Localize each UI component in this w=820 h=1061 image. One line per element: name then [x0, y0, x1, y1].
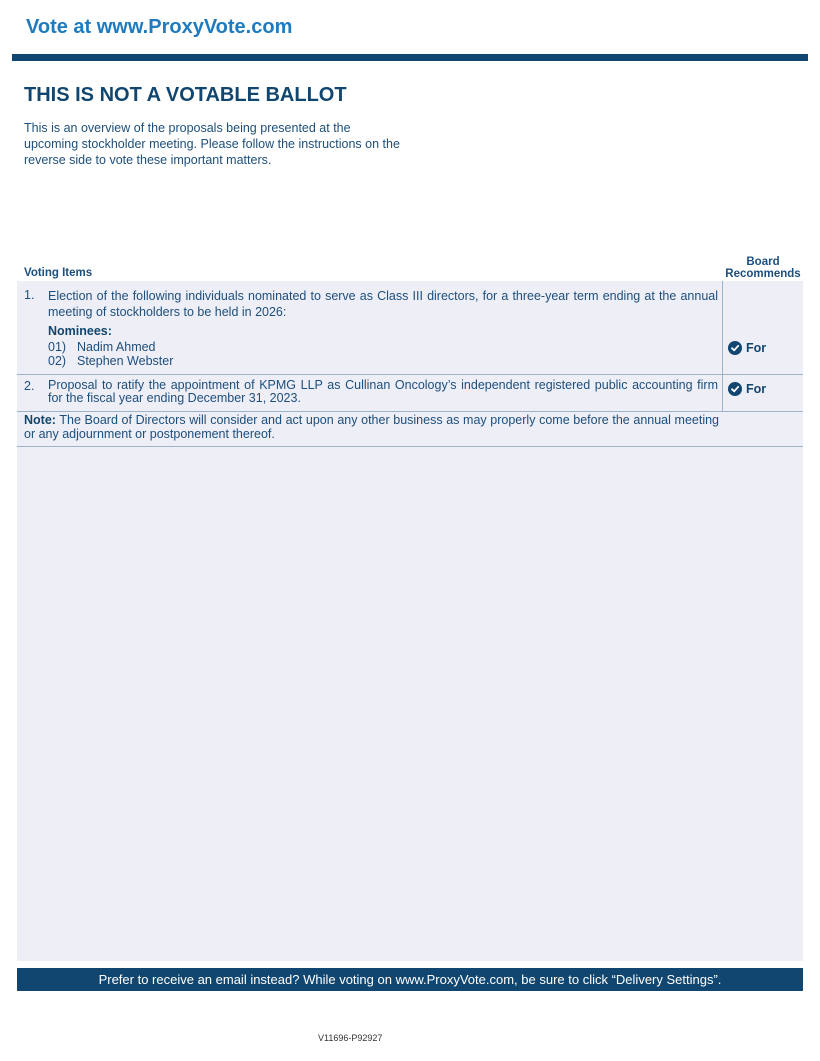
nominee — [48, 340, 156, 354]
column-divider — [722, 281, 723, 412]
recommendation-label: For — [746, 341, 767, 355]
item-number: 1. — [24, 288, 35, 302]
check-circle-icon — [728, 382, 742, 396]
email-delivery-banner: Prefer to receive an email instead? While voting on www.ProxyVote.com, be sure to click “Delivery Settings”. — [17, 968, 803, 991]
header-rule — [12, 54, 808, 61]
document-code: V11696-P92927 — [318, 1033, 383, 1043]
nominees-label: Nominees: — [48, 324, 112, 338]
intro-text: This is an overview of the proposals being presented at the upcoming stockholder meeting. Please follow the instructions on the reverse side to vote these important matters. — [24, 121, 400, 167]
note-text — [24, 413, 719, 441]
nominee-number: 01) — [48, 340, 67, 354]
nominee-name: Nadim Ahmed — [77, 340, 156, 354]
vote-at-proxyvote-link[interactable]: Vote at www.ProxyVote.com — [26, 16, 293, 38]
nominee — [48, 354, 173, 368]
page-title: THIS IS NOT A VOTABLE BALLOT — [24, 84, 347, 106]
voting-items-header: Voting Items — [24, 267, 93, 279]
check-circle-icon — [728, 341, 742, 355]
item-text: Election of the following individuals nominated to serve as Class III directors, for a three-year term ending at the annual meeting of stockholders to be held in 2026: — [48, 289, 718, 319]
note-body: The Board of Directors will consider and act upon any other business as may properly come before the annual meeting or any adjournment or postponement thereof. — [24, 413, 720, 441]
nominee-number: 02) — [48, 354, 67, 368]
recommendation-label: For — [746, 382, 767, 396]
item-text: Proposal to ratify the appointment of KPMG LLP as Cullinan Oncology’s independent registered public accounting firm for the fiscal year ending December 31, 2023. — [48, 378, 718, 405]
nominee-name: Stephen Webster — [77, 354, 174, 368]
board-recommends-header: Board Recommends — [725, 256, 801, 280]
note-label: Note: — [24, 413, 56, 427]
board-recommendation — [728, 341, 766, 355]
board-recommendation — [728, 382, 766, 396]
item-number: 2. — [24, 379, 35, 393]
